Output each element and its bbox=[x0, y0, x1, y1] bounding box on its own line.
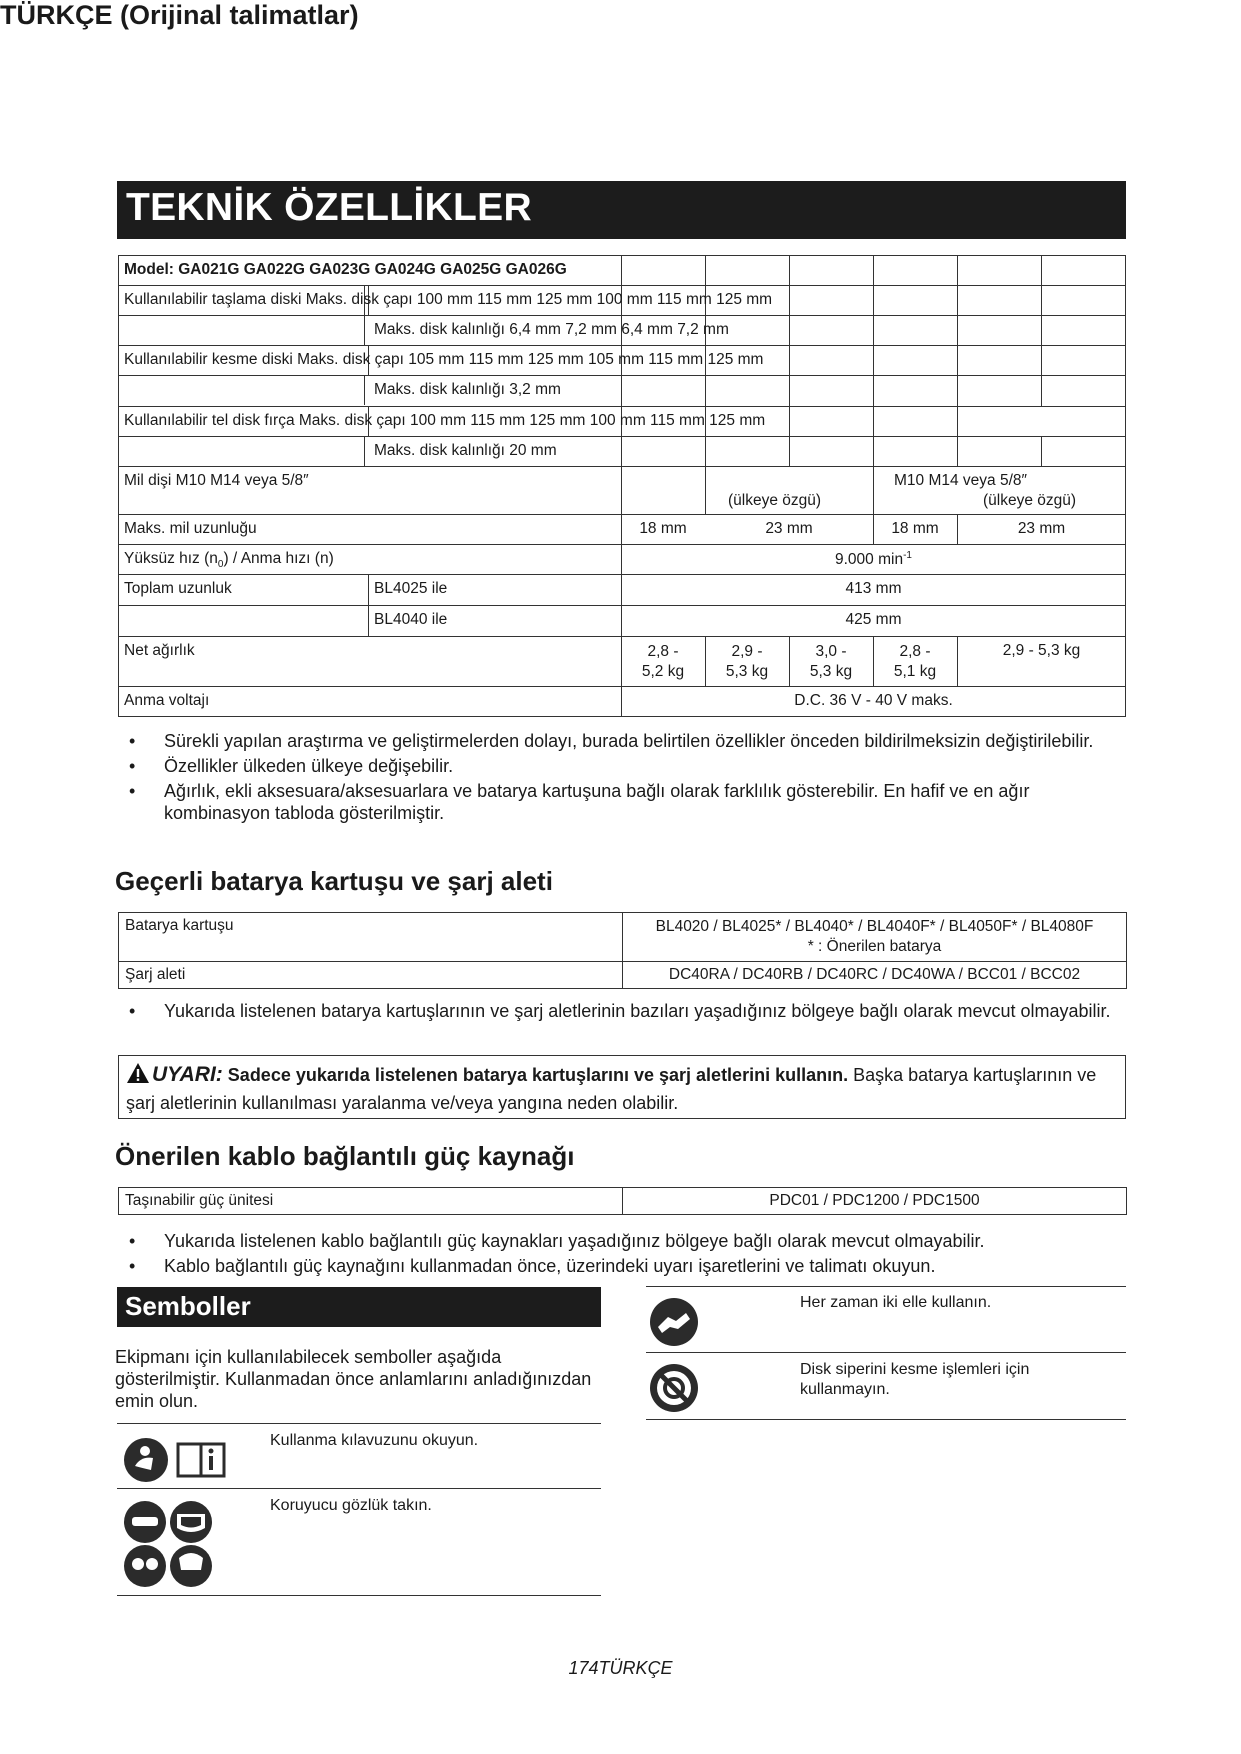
speed-label: Yüksüz hız $(n_0)$ / Anma hızı (n) bbox=[124, 550, 334, 571]
specifications-banner: TEKNİK ÖZELLİKLER bbox=[117, 181, 1126, 239]
spindle-length-value: 23 mm bbox=[1017, 520, 1066, 537]
specifications-table bbox=[118, 255, 1126, 717]
warning-text: Başka batarya kartuşlarının ve şarj aletlerinin kullanılması yaralanma ve/veya yangına neden olabilir. bbox=[126, 1065, 1097, 1113]
rated-voltage-label: Anma voltajı bbox=[124, 692, 210, 709]
symbol-text: Disk siperini kesme işlemleri için kullanmayın. bbox=[800, 1361, 1030, 1398]
list-item: • Özellikler ülkeden ülkeye değişebilir. bbox=[118, 755, 1126, 777]
cutoff-wheel-thickness: Maks. disk kalınlığı 3,2 mm bbox=[374, 381, 561, 398]
warning-triangle-icon bbox=[126, 1062, 150, 1091]
overall-length-with: BL4040 ile bbox=[374, 611, 448, 628]
symbols-banner: Semboller bbox=[117, 1287, 601, 1327]
list-item: • Yukarıda listelenen kablo bağlantılı güç kaynakları yaşadığınız bölgeye bağlı olarak mevcut olmayabilir. bbox=[118, 1230, 1126, 1252]
warning-label: UYARI: bbox=[152, 1063, 223, 1086]
grinding-wheel-diameter: Kullanılabilir taşlama diski Maks. disk çapı 100 mm 115 mm 125 mm 100 mm 115 mm 125 mm bbox=[124, 291, 773, 308]
power-supply-table bbox=[118, 1187, 1127, 1215]
two-hands-icon bbox=[648, 1297, 700, 1352]
symbols-intro: Ekipmanı için kullanılabilecek semboller aşağıda gösterilmiştir. Kullanmadan önce anlamlarını anladığınızdan emin olun. bbox=[115, 1347, 592, 1411]
cutoff-wheel-diameter: Kullanılabilir kesme diski Maks. disk çapı 105 mm 115 mm 125 mm 105 mm 115 mm 125 mm bbox=[124, 351, 764, 368]
battery-table bbox=[118, 912, 1127, 989]
spindle-length-label: Maks. mil uzunluğu bbox=[124, 520, 257, 537]
net-weight-value: 2,8 - 5,1 kg bbox=[893, 643, 937, 680]
net-weight-value: 3,0 - 5,3 kg bbox=[809, 643, 853, 680]
rated-voltage-value: D.C. 36 V - 40 V maks. bbox=[794, 692, 953, 709]
wire-brush-diameter: Kullanılabilir tel disk fırça Maks. disk çapı 100 mm 115 mm 125 mm 100 mm 115 mm 125 mm bbox=[124, 412, 766, 429]
symbol-text: Koruyucu gözlük takın. bbox=[270, 1497, 432, 1514]
spindle-length-value: 18 mm bbox=[891, 520, 939, 537]
net-weight-value: 2,8 - 5,2 kg bbox=[641, 643, 685, 680]
safety-glasses-icon bbox=[123, 1500, 217, 1593]
power-supply-notes bbox=[118, 1230, 1126, 1280]
page-footer: 174TÜRKÇE bbox=[568, 1658, 673, 1678]
power-supply-label: Taşınabilir güç ünitesi bbox=[119, 1188, 623, 1215]
spindle-length-value: 23 mm bbox=[765, 520, 813, 537]
list-item: • Yukarıda listelenen batarya kartuşlarının ve şarj aletlerinin bazıları yaşadığınız bölgeye bağlı olarak mevcut olmayabilir. bbox=[118, 1000, 1126, 1022]
list-item: • Sürekli yapılan araştırma ve geliştirmelerden dolayı, burada belirtilen özellikler önceden bildirilmeksizin değiştirilebilir. bbox=[118, 730, 1126, 752]
table-row bbox=[119, 913, 1127, 962]
battery-cartridge-value: BL4020 / BL4025* / BL4040* / BL4040F* / BL4050F* / BL4080F * : Önerilen batarya bbox=[623, 913, 1127, 962]
net-weight-label: Net ağırlık bbox=[124, 642, 195, 659]
warning-box bbox=[118, 1055, 1126, 1119]
spindle-thread-label: Mil dişi M10 M14 veya 5/8″ bbox=[124, 472, 309, 489]
charger-value: DC40RA / DC40RB / DC40RC / DC40WA / BCC01 / BCC02 bbox=[623, 962, 1127, 989]
warning-bold-text: Sadece yukarıda listelenen batarya kartuşlarını ve şarj aletlerini kullanın. bbox=[227, 1065, 849, 1085]
spindle-thread-note-a: (ülkeye özgü) bbox=[728, 492, 822, 509]
charger-label: Şarj aleti bbox=[119, 962, 623, 989]
spec-notes bbox=[118, 730, 1126, 827]
spindle-thread-note-b: (ülkeye özgü) bbox=[983, 492, 1077, 509]
power-supply-value: PDC01 / PDC1200 / PDC1500 bbox=[623, 1188, 1127, 1215]
battery-notes bbox=[118, 1000, 1126, 1025]
list-item: • Ağırlık, ekli aksesuara/aksesuarlara ve batarya kartuşuna bağlı olarak farklılık gösterebilir. En hafif ve en ağır kombinasyon tabloda gösterilmiştir. bbox=[118, 780, 1126, 824]
wire-brush-thickness: Maks. disk kalınlığı 20 mm bbox=[374, 442, 557, 459]
speed-value: 9.000 $\min^{-1}$ bbox=[835, 550, 912, 569]
table-row bbox=[119, 962, 1127, 989]
overall-length-label: Toplam uzunluk bbox=[124, 580, 232, 597]
battery-cartridge-label: Batarya kartuşu bbox=[119, 913, 623, 962]
net-weight-value: 2,9 - 5,3 kg bbox=[1002, 642, 1081, 659]
power-supply-heading: Önerilen kablo bağlantılı güç kaynağı bbox=[115, 1141, 575, 1171]
spindle-thread-value-b: M10 M14 veya 5/8″ bbox=[894, 472, 1027, 489]
net-weight-value: 2,9 - 5,3 kg bbox=[725, 643, 769, 680]
no-cutting-guard-icon bbox=[648, 1363, 700, 1418]
spindle-length-value: 18 mm bbox=[639, 520, 687, 537]
overall-length-value: 413 mm bbox=[845, 580, 902, 597]
list-item: • Kablo bağlantılı güç kaynağını kullanmadan önce, üzerindeki uyarı işaretlerini ve talimatı okuyun. bbox=[118, 1255, 1126, 1277]
symbol-text: Her zaman iki elle kullanın. bbox=[800, 1294, 992, 1311]
overall-length-value: 425 mm bbox=[845, 611, 902, 628]
model-row: Model: GA021G GA022G GA023G GA024G GA025G GA026G bbox=[124, 261, 567, 278]
battery-heading: Geçerli batarya kartuşu ve şarj aleti bbox=[115, 866, 553, 896]
symbol-text: Kullanma kılavuzunu okuyun. bbox=[270, 1432, 479, 1449]
overall-length-with: BL4025 ile bbox=[374, 580, 448, 597]
table-row bbox=[119, 1188, 1127, 1215]
read-manual-icon bbox=[123, 1436, 229, 1489]
language-heading: TÜRKÇE (Orijinal talimatlar) bbox=[0, 0, 359, 30]
grinding-wheel-thickness: Maks. disk kalınlığı 6,4 mm 7,2 mm 6,4 mm 7,2 mm bbox=[374, 321, 729, 338]
